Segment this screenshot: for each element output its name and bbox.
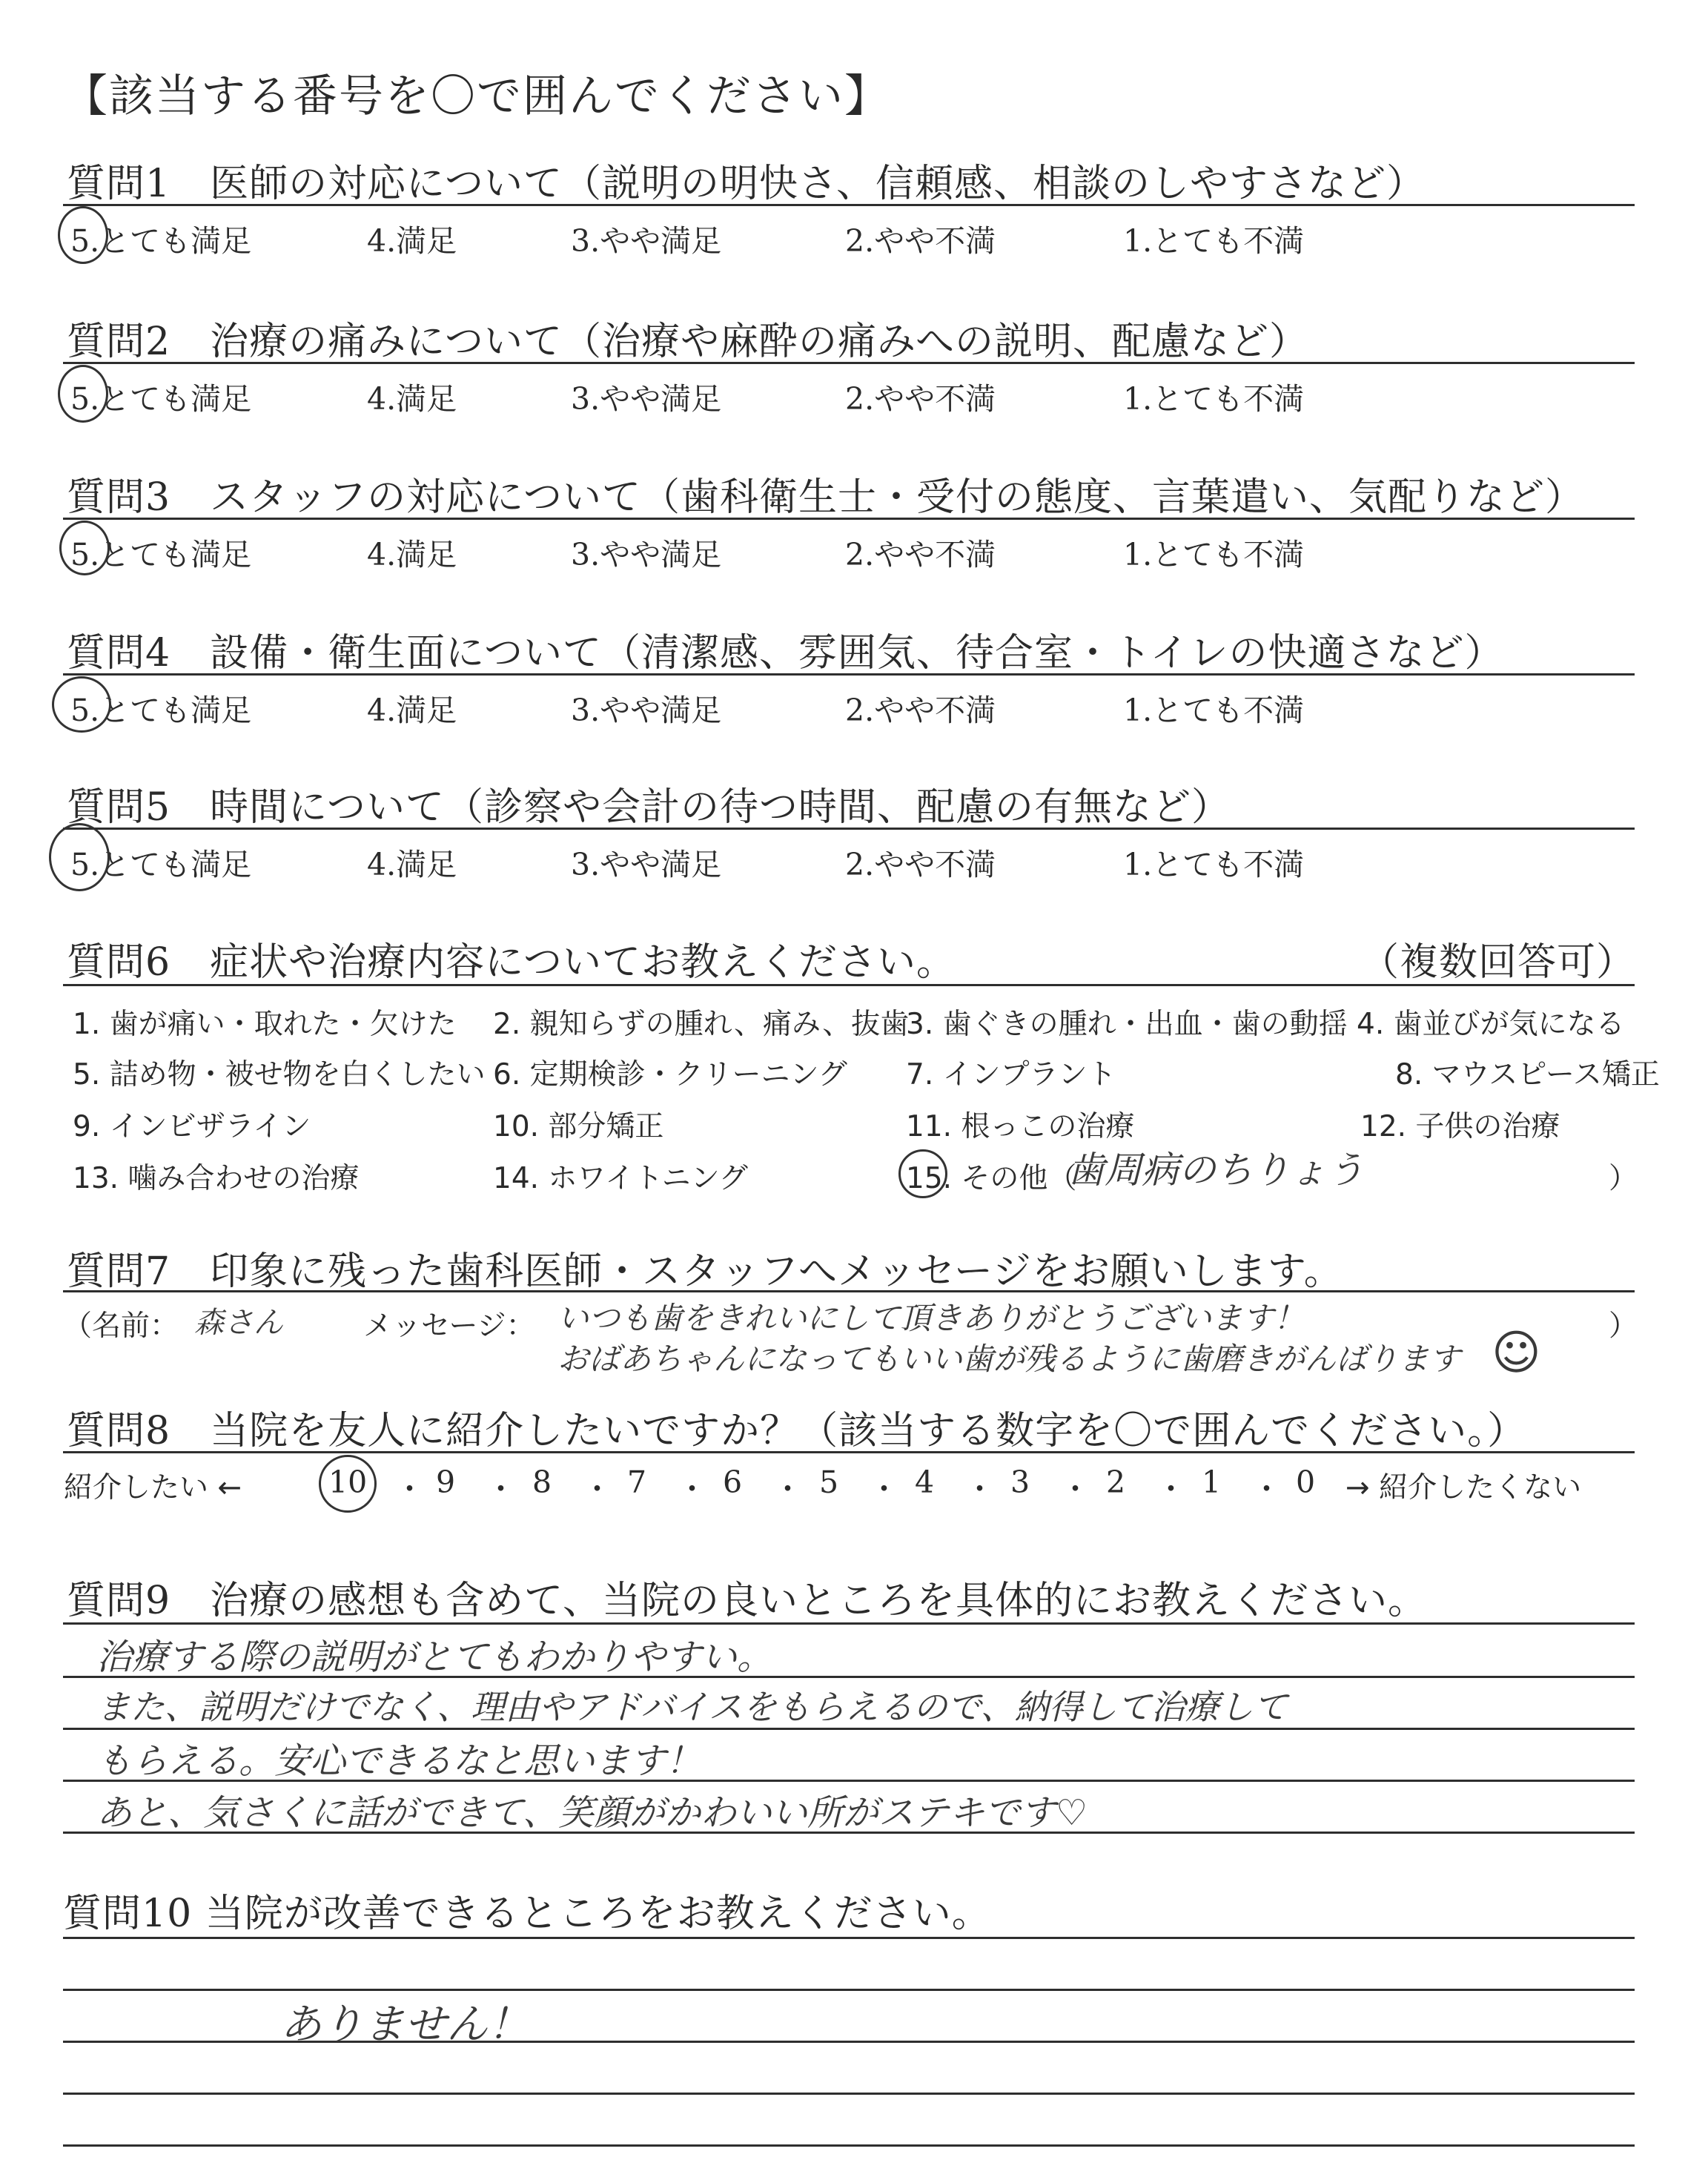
q10-rule-5 [63,2144,1635,2147]
q2-selection-circle [58,365,108,423]
q6-option-1[interactable]: 1. 歯が痛い・取れた・欠けた [73,1008,457,1041]
q6-option-13[interactable]: 13. 噛み合わせの治療 [73,1162,360,1195]
q6-option-15[interactable]: 15. その他（ [906,1162,1077,1195]
q4-rule [63,673,1635,676]
q7-close: ） [1609,1309,1638,1343]
q10-rule-2 [63,1989,1635,1991]
q8-dot: ・ [394,1471,425,1507]
q6-other-answer[interactable]: 歯周病のちりょう [1068,1149,1364,1192]
q5-selection-circle [49,823,110,891]
q6-option-12[interactable]: 12. 子供の治療 [1360,1110,1560,1143]
q1-option-5[interactable]: 5.とても満足 [70,223,252,259]
q6-option-4[interactable]: 4. 歯並びが気になる [1357,1008,1625,1041]
q8-number-6[interactable]: 6 [723,1464,743,1500]
q9-answer-line-2[interactable]: また、説明だけでなく、理由やアドバイスをもらえるので、納得して治療して [96,1687,1288,1727]
q6-option-9[interactable]: 9. インビザライン [73,1110,311,1143]
q6-option-11[interactable]: 11. 根っこの治療 [906,1110,1135,1143]
q3-title: 質問3 スタッフの対応について（歯科衛生士・受付の態度、言葉遣い、気配りなど） [67,475,1585,520]
q8-dot: ・ [582,1471,612,1507]
q7-message-label: メッセージ： [363,1309,535,1343]
q3-option-4[interactable]: 4.満足 [367,537,457,572]
q1-option-3[interactable]: 3.やや満足 [571,223,722,259]
q4-selection-circle [52,676,111,733]
q1-option-4[interactable]: 4.満足 [367,223,457,259]
q8-dot: ・ [1156,1471,1186,1507]
q2-title: 質問2 治療の痛みについて（治療や麻酔の痛みへの説明、配慮など） [67,320,1309,364]
q6-other-close: ） [1609,1162,1638,1195]
q2-option-3[interactable]: 3.やや満足 [571,381,722,417]
q6-title: 質問6 症状や治療内容についてお教えください。 [67,940,956,985]
q5-option-4[interactable]: 4.満足 [367,847,457,882]
q9-title: 質問9 治療の感想も含めて、当院の良いところを具体的にお教えください。 [67,1579,1428,1623]
q8-number-8[interactable]: 8 [532,1464,552,1500]
q10-title: 質問10 当院が改善できるところをお教えください。 [63,1892,991,1936]
q1-selection-circle [58,206,108,264]
q8-number-5[interactable]: 5 [819,1464,839,1500]
q5-option-2[interactable]: 2.やや不満 [845,847,996,882]
q7-message-smiley: ☺ [1492,1326,1541,1381]
q8-number-7[interactable]: 7 [627,1464,647,1500]
q6-option-2[interactable]: 2. 親知らずの腫れ、痛み、抜歯 [493,1008,910,1041]
q5-option-1[interactable]: 1.とても不満 [1123,847,1305,882]
q8-rule [63,1451,1635,1453]
q8-number-1[interactable]: 1 [1202,1464,1222,1500]
q1-rule [63,204,1635,206]
q8-dot: ・ [1060,1471,1090,1507]
q8-number-0[interactable]: 0 [1296,1464,1316,1500]
q8-dot: ・ [1251,1471,1282,1507]
q2-rule [63,362,1635,364]
q3-option-2[interactable]: 2.やや不満 [845,537,996,572]
q6-option-3[interactable]: 3. 歯ぐきの腫れ・出血・歯の動揺 [906,1008,1348,1041]
q8-right-label: → 紹介したくない [1345,1471,1582,1505]
q10-rule-4 [63,2093,1635,2095]
q8-dot: ・ [772,1471,803,1507]
q8-selection-circle [319,1455,377,1513]
q4-option-3[interactable]: 3.やや満足 [571,693,722,728]
q2-option-1[interactable]: 1.とても不満 [1123,381,1305,417]
q4-option-1[interactable]: 1.とても不満 [1123,693,1305,728]
q8-dot: ・ [964,1471,995,1507]
q2-option-4[interactable]: 4.満足 [367,381,457,417]
q7-message-line-2[interactable]: おばあちゃんになってもいい歯が残るように歯磨きがんばります [557,1341,1461,1377]
q10-answer[interactable]: ありません！ [280,2001,529,2049]
q9-answer-line-1[interactable]: 治療する際の説明がとてもわかりやすい。 [96,1636,773,1678]
q6-note: （複数回答可） [1360,940,1636,985]
q6-option-6[interactable]: 6. 定期検診・クリーニング [493,1058,847,1091]
q8-number-9[interactable]: 9 [436,1464,456,1500]
q1-title: 質問1 医師の対応について（説明の明快さ、信頼感、相談のしやすさなど） [67,162,1426,206]
form-header: 【該当する番号を〇で囲んでください】 [63,70,890,122]
q9-answer-line-4[interactable]: あと、気さくに話ができて、笑顔がかわいい所がステキです♡ [96,1792,1088,1834]
q6-option-10[interactable]: 10. 部分矯正 [493,1110,664,1143]
q9-rule-1 [63,1622,1635,1625]
q8-dot: ・ [486,1471,516,1507]
q4-title: 質問4 設備・衛生面について（清潔感、雰囲気、待合室・トイレの快適さなど） [67,631,1504,676]
q5-title: 質問5 時間について（診察や会計の待つ時間、配慮の有無など） [67,785,1231,830]
q8-title: 質問8 当院を友人に紹介したいですか？（該当する数字を〇で囲んでください。） [67,1409,1527,1453]
q8-number-3[interactable]: 3 [1010,1464,1030,1500]
q3-option-1[interactable]: 1.とても不満 [1123,537,1305,572]
q6-option-8[interactable]: 8. マウスピース矯正 [1395,1058,1660,1091]
q9-answer-line-3[interactable]: もらえる。安心できるなと思います！ [96,1740,702,1782]
q6-selection-circle [898,1149,947,1198]
q2-option-5[interactable]: 5.とても満足 [70,381,252,417]
q8-number-4[interactable]: 4 [915,1464,935,1500]
q4-option-5[interactable]: 5.とても満足 [70,693,252,728]
q4-option-4[interactable]: 4.満足 [367,693,457,728]
q6-rule [63,984,1635,986]
q7-title: 質問7 印象に残った歯科医師・スタッフへメッセージをお願いします。 [67,1249,1343,1294]
q3-option-5[interactable]: 5.とても満足 [70,537,252,572]
q4-option-2[interactable]: 2.やや不満 [845,693,996,728]
q7-name-value[interactable]: 森さん [194,1306,283,1340]
q8-dot: ・ [677,1471,707,1507]
q7-message-line-1[interactable]: いつも歯をきれいにして頂きありがとうございます！ [557,1300,1305,1336]
q6-option-5[interactable]: 5. 詰め物・被せ物を白くしたい [73,1058,486,1091]
q8-dot: ・ [869,1471,899,1507]
q7-name-label: （名前： [63,1309,179,1343]
q5-option-5[interactable]: 5.とても満足 [70,847,252,882]
q8-number-2[interactable]: 2 [1106,1464,1126,1500]
q8-left-label: 紹介したい ← [64,1471,242,1505]
q8-number-10[interactable]: 10 [328,1464,368,1500]
q6-option-7[interactable]: 7. インプラント [906,1058,1116,1091]
q2-option-2[interactable]: 2.やや不満 [845,381,996,417]
q6-option-14[interactable]: 14. ホワイトニング [493,1162,748,1195]
q7-rule [63,1290,1635,1292]
q5-option-3[interactable]: 3.やや満足 [571,847,722,882]
q1-option-2[interactable]: 2.やや不満 [845,223,996,259]
q3-rule [63,518,1635,520]
q1-option-1[interactable]: 1.とても不満 [1123,223,1305,259]
q3-selection-circle [59,521,110,575]
q5-rule [63,828,1635,830]
q10-rule-1 [63,1937,1635,1939]
q3-option-3[interactable]: 3.やや満足 [571,537,722,572]
